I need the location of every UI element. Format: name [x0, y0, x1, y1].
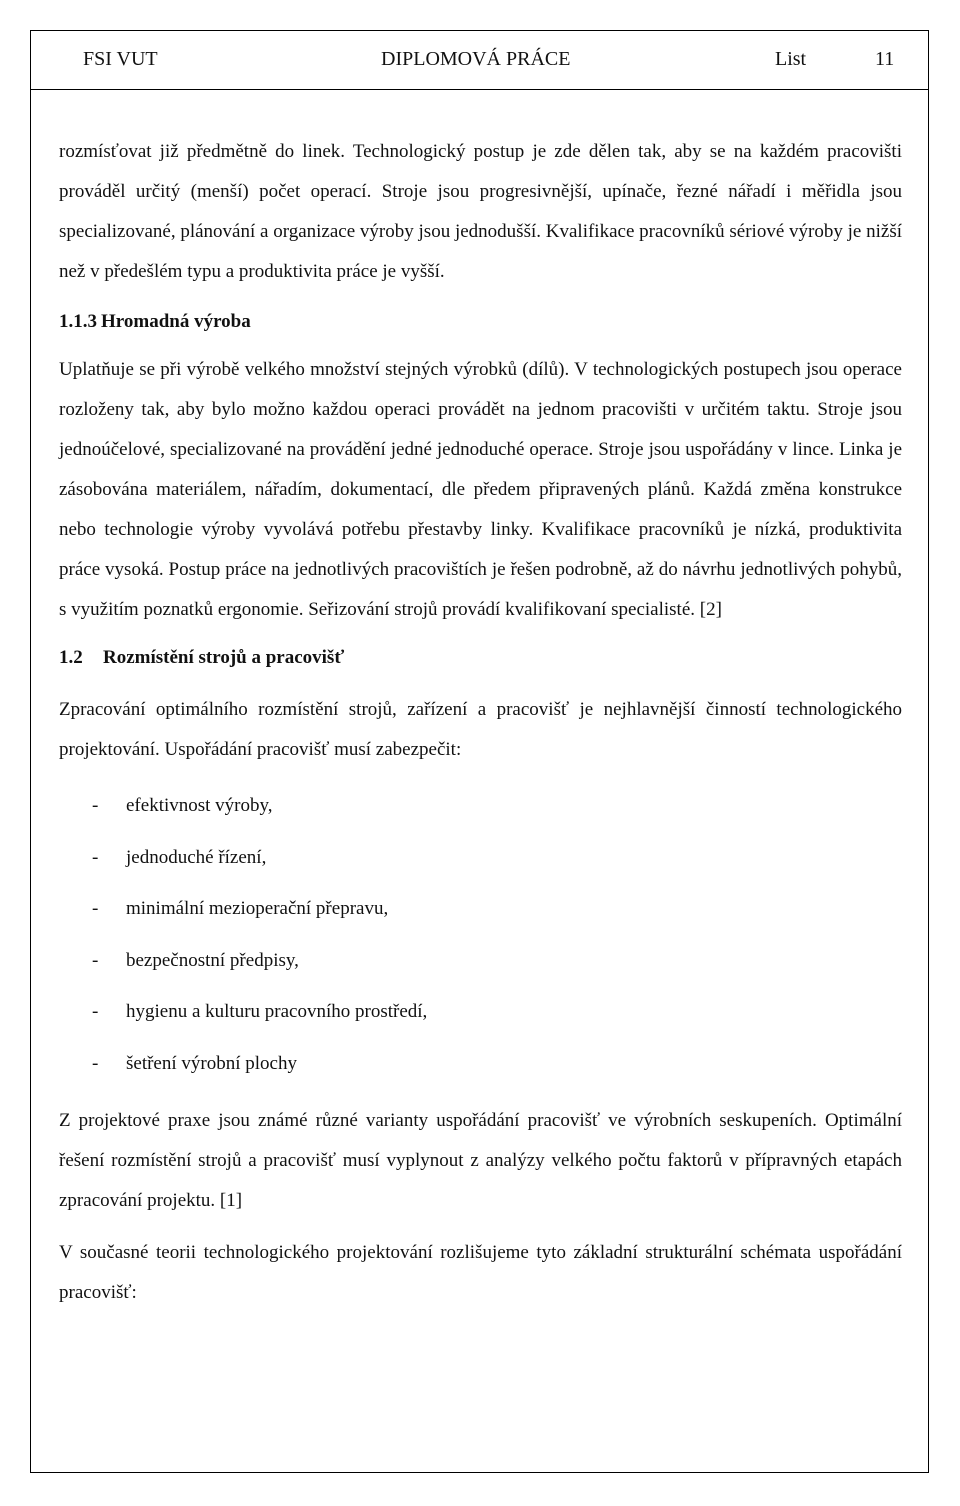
list-item: - hygienu a kulturu pracovního prostředí,: [92, 1001, 428, 1022]
paragraph-variants: Z projektové praxe jsou známé různé varianty uspořádání pracovišť ve výrobních seskupeních. Optimální řešení rozmístění strojů a pracovišť musí vyplynout z analýzy velkého počtu faktorů v přípravných etapách zpracování projektu. [1]: [59, 1110, 902, 1211]
section-heading-1-1-3: [59, 302, 902, 342]
section-title: Hromadná výroba: [101, 311, 251, 332]
paragraph-layout-intro: Zpracování optimálního rozmístění strojů, zařízení a pracovišť je nejhlavnější činností technologického projektování. Uspořádání pracovišť musí zabezpečit:: [59, 699, 902, 760]
paragraph-intro: rozmísťovat již předmětně do linek. Technologický postup je zde dělen tak, aby se na každém pracovišti prováděl určitý (menší) počet operací. Stroje jsou progresivnější, upínače, řezné nářadí i měřidla jsou specializované, plánování a organizace výroby jsou jednodušší. Kvalifikace pracovníků sériové výroby je nižší než v předešlém typu a produktivita práce je vyšší.: [59, 141, 902, 282]
list-item: - jednoduché řízení,: [92, 846, 267, 868]
list-item: - efektivnost výroby,: [92, 795, 273, 816]
section-number: 1.1.3: [59, 311, 97, 332]
section-title: Rozmístění strojů a pracovišť: [103, 647, 345, 668]
header-faculty: FSI VUT: [83, 48, 158, 70]
requirements-list: [59, 780, 902, 1089]
list-item: - minimální mezioperační přepravu,: [92, 898, 389, 919]
paragraph-schemes: V současné teorii technologického projektování rozlišujeme tyto základní strukturální schémata uspořádání pracovišť:: [59, 1242, 902, 1303]
header-document-type: DIPLOMOVÁ PRÁCE: [381, 48, 571, 70]
page-header: [30, 30, 929, 90]
section-heading-1-2: [59, 638, 902, 678]
paragraph-mass-production: Uplatňuje se při výrobě velkého množství stejných výrobků (dílů). V technologických postupech jsou operace rozloženy tak, aby bylo možno každou operaci provádět na jednom pracovišti v určitém taktu. Stroje jsou jednoúčelové, specializované na provádění jedné jednoduché operace. Stroje jsou uspořádány v lince. Linka je zásobována materiálem, nářadím, dokumentací, dle předem připravených plánů. Každá změna konstrukce nebo technologie výroby vyvolává potřebu přestavby linky. Kvalifikace pracovníků je nízká, produktivita práce vysoká. Postup práce na jednotlivých pracovištích je řešen podrobně, až do návrhu jednotlivých pohybů, s využitím poznatků ergonomie. Seřizování strojů provádí kvalifikovaní specialisté. [2]: [59, 359, 902, 620]
document-body: [59, 132, 902, 1313]
list-item: - bezpečnostní předpisy,: [92, 949, 299, 971]
header-page-number: 11: [875, 48, 895, 70]
list-item: - šetření výrobní plochy: [92, 1052, 297, 1074]
section-number: 1.2: [59, 647, 83, 668]
header-list-label: List: [775, 48, 807, 70]
